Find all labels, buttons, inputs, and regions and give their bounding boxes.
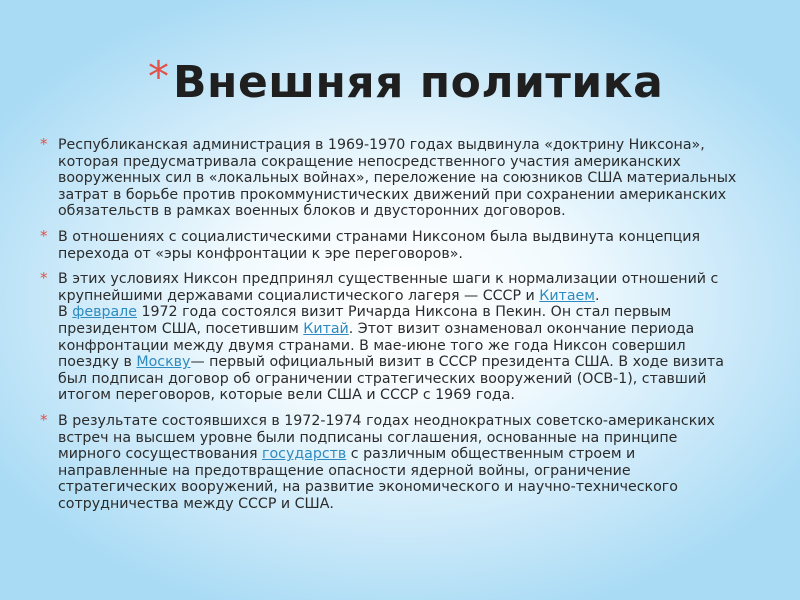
bullet-star: * bbox=[40, 269, 48, 288]
paragraph-text: В bbox=[58, 304, 73, 321]
paragraph-text: . bbox=[594, 287, 600, 304]
paragraph-text: с различным общественным строем и направленные на предотвращение опасности ядерной войны, ограничение стратегических вооружений, на развитие экономического и научно-технического сотрудничества между СССР и США. bbox=[58, 446, 678, 512]
paragraph-text: . Этот визит ознаменовал окончание периода конфронтации между двумя странами. В мае-июне того же года Никсон совершил поездку в bbox=[58, 320, 695, 371]
title-bullet-star: * bbox=[148, 52, 169, 101]
paragraph-text: Республиканская администрация в 1969-1970 годах выдвинула «доктрину Никсона», которая предусматривала сокращение непосредственного участия американских вооруженных сил в «локальных войнах», переложение на союзников США материальных затрат в борьбе против прокоммунистических движений при сохранении американских обязательств в рамках военных блоков и двусторонних договоров. bbox=[58, 137, 737, 220]
link-moscow[interactable]: Москву bbox=[136, 354, 191, 371]
paragraph-text: В результате состоявшихся в 1972-1974 годах неоднократных советско-американских встреч на высшем уровне были подписаны соглашения, основанные на принципе мирного сосуществования bbox=[58, 412, 715, 463]
bullet-star: * bbox=[40, 410, 48, 429]
paragraph-nixon-doctrine bbox=[40, 137, 740, 220]
link-china[interactable]: Китаем bbox=[539, 287, 595, 304]
bullet-star: * bbox=[40, 135, 48, 153]
paragraph-text: — первый официальный визит в СССР президента США. В ходе визита был подписан договор об ограничении стратегических вооружений (ОСВ-1), ставший итогом переговоров, которые вели США и СССР с 1969 года. bbox=[58, 354, 725, 404]
link-states[interactable]: государств bbox=[262, 446, 347, 463]
link-china-visit[interactable]: Китай bbox=[303, 320, 349, 337]
paragraph-text: 1972 года состоялся визит Ричарда Никсона в Пекин. Он стал первым президентом США, посетившим bbox=[58, 304, 672, 337]
paragraph-normalization bbox=[40, 271, 740, 404]
slide-body bbox=[40, 137, 740, 521]
slide-title-area bbox=[148, 48, 663, 118]
paragraph-text: В этих условиях Никсон предпринял существенные шаги к нормализации отношений с крупнейшими державами социалистического лагеря — СССР и bbox=[58, 271, 719, 304]
paragraph-era-of-negotiations bbox=[40, 226, 740, 262]
slide-title: Внешняя политика bbox=[173, 57, 664, 108]
paragraph-text: В отношениях с социалистическими странами Никсоном была выдвинута концепция перехода от «эры конфронтации к эре переговоров». bbox=[58, 228, 701, 262]
paragraph-summit-agreements bbox=[40, 410, 740, 513]
link-february[interactable]: феврале bbox=[72, 304, 137, 321]
bullet-star: * bbox=[40, 226, 48, 245]
